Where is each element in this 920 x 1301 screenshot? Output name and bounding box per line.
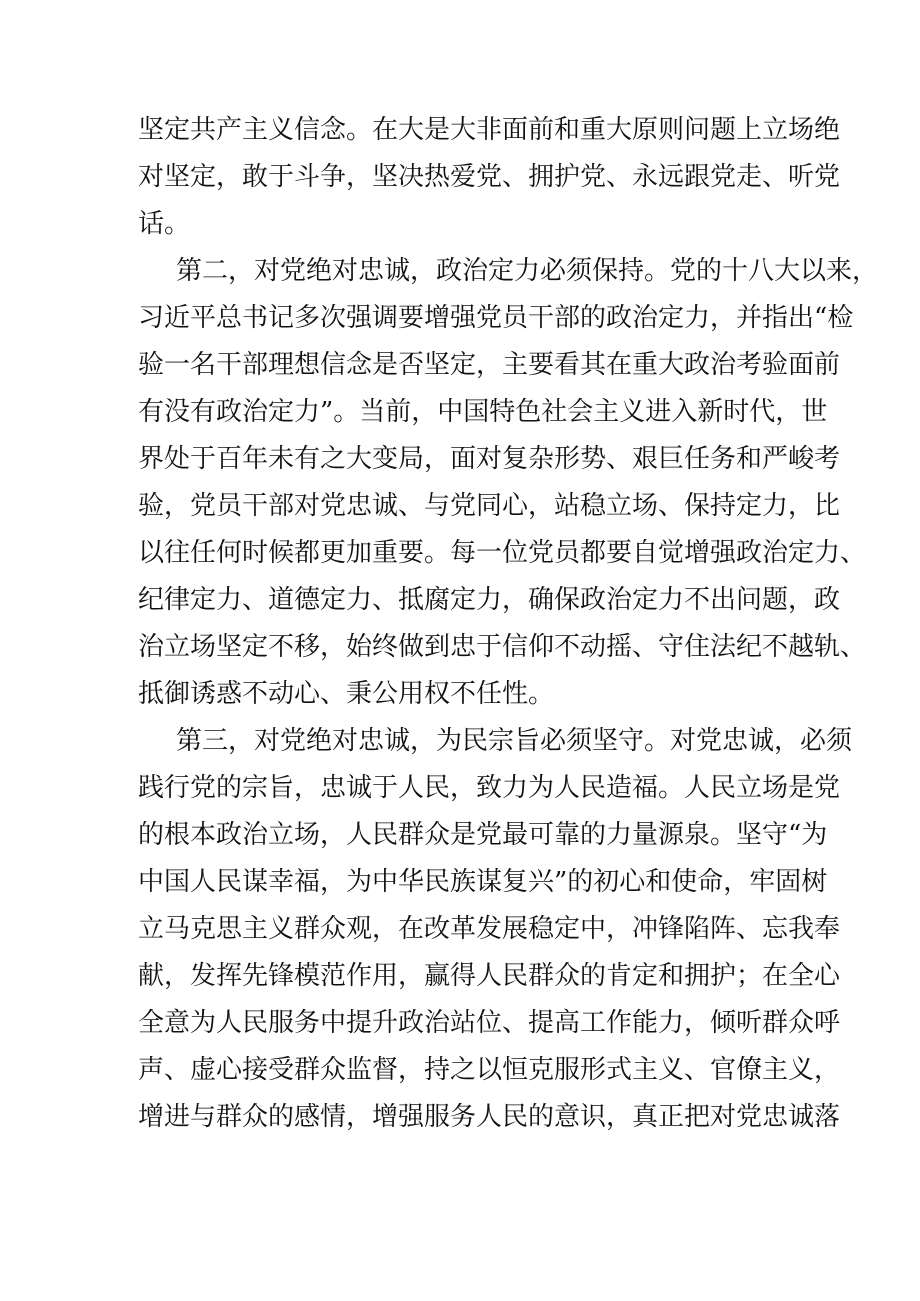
text-line: 献，发挥先锋模范作用，赢得人民群众的肯定和拥护；在全心	[138, 961, 841, 991]
text-line: 习近平总书记多次强调要增强党员干部的政治定力，并指出“检	[138, 303, 854, 333]
text-line: 界处于百年未有之大变局，面对复杂形势、艰巨任务和严峻考	[138, 444, 841, 474]
text-line: 践行党的宗旨，忠诚于人民，致力为人民造福。人民立场是党	[138, 773, 841, 803]
text-line: 的根本政治立场，人民群众是党最可靠的力量源泉。坚守“为	[138, 820, 828, 850]
text-line: 全意为人民服务中提升政治站位、提高工作能力，倾听群众呼	[138, 1008, 841, 1038]
text-line: 增进与群众的感情，增强服务人民的意识，真正把对党忠诚落	[138, 1102, 841, 1132]
paragraph-heading-line: 第二，对党绝对忠诚，政治定力必须保持。党的十八大以来，	[176, 256, 879, 286]
text-line: 以往任何时候都更加重要。每一位党员都要自觉增强政治定力、	[138, 538, 867, 568]
text-line: 对坚定，敢于斗争，坚决热爱党、拥护党、永远跟党走、听党	[138, 162, 841, 192]
text-line: 话。	[138, 209, 191, 239]
text-line: 纪律定力、道德定力、抵腐定力，确保政治定力不出问题，政	[138, 585, 841, 615]
text-line: 抵御诱惑不动心、秉公用权不任性。	[138, 679, 555, 709]
text-line: 有没有政治定力”。当前，中国特色社会主义进入新时代，世	[138, 397, 828, 427]
text-line: 声、虚心接受群众监督，持之以恒克服形式主义、官僚主义，	[138, 1055, 841, 1085]
text-line: 中国人民谋幸福，为中华民族谋复兴”的初心和使命，牢固树	[138, 867, 828, 897]
text-line: 验一名干部理想信念是否坚定，主要看其在重大政治考验面前	[138, 350, 841, 380]
text-line: 治立场坚定不移，始终做到忠于信仰不动摇、守住法纪不越轨、	[138, 632, 867, 662]
text-line: 立马克思主义群众观，在改革发展稳定中，冲锋陷阵、忘我奉	[138, 914, 841, 944]
text-line: 验，党员干部对党忠诚、与党同心，站稳立场、保持定力，比	[138, 491, 841, 521]
paragraph-heading-line: 第三，对党绝对忠诚，为民宗旨必须坚守。对党忠诚，必须	[176, 726, 853, 756]
text-line: 坚定共产主义信念。在大是大非面前和重大原则问题上立场绝	[138, 115, 841, 145]
